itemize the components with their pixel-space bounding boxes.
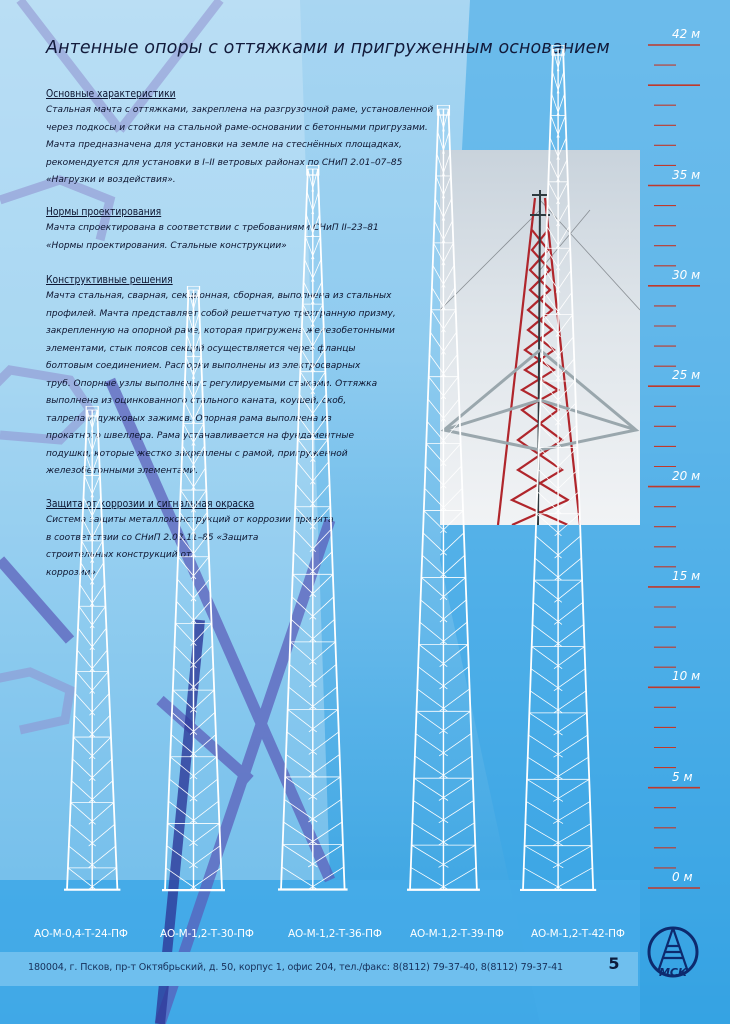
section-heading: Конструктивные решения bbox=[46, 275, 173, 286]
section-text: Мачта спроектирована в соответствии с требованиями СНиП II–23–81 «Нормы проектирования. Стальные конструкции» bbox=[46, 223, 379, 251]
tower-model-label: АО-М-0,4-Т-24-ПФ bbox=[34, 928, 128, 940]
scale-label: 20 м bbox=[672, 468, 701, 483]
page-number: 5 bbox=[608, 954, 620, 973]
scale-label: 15 м bbox=[672, 568, 701, 583]
scale-label: 30 м bbox=[672, 267, 701, 282]
scale-label: 10 м bbox=[672, 669, 701, 684]
section-text: Мачта стальная, сварная, секционная, сборная, выполнена из стальных профилей. Мачта представляет собой решетчатую трехгранную призму, закрепленную на опорной раме, которая пригружена железобетонными элементами, стык поясов секций осуществляется через фланцы болтовым соединением. Распорки выполнены из электросварных труб. Опорные узлы выполнены с регулируемыми стыками. Оттяжка выполнена из оцинкованного стального каната, коушей, скоб, талрепа и дужковых зажимов. Опорная рама выполнена из прокатного швеллера. Рама устанавливается на фундаментные подушки, которые жестко закреплены с рамой, пригруженной железобетонными элементами. bbox=[46, 291, 396, 476]
tower-model-label: АО-М-1,2-Т-30-ПФ bbox=[160, 928, 254, 940]
section-heading: Защита от коррозии и сигнальная окраска bbox=[46, 499, 255, 510]
scale-label: 0 м bbox=[672, 870, 693, 884]
logo-text: МСК bbox=[658, 966, 687, 979]
tower-drawing bbox=[405, 105, 482, 894]
scale-label: 35 м bbox=[672, 167, 701, 182]
company-logo-icon bbox=[644, 922, 702, 990]
tower-model-label: АО-М-1,2-Т-39-ПФ bbox=[410, 928, 504, 940]
company-address: 180004, г. Псков, пр-т Октябрьский, д. 50, корпус 1, офис 204, тел./факс: 8(8112) 79-37-40, 8(8112) 79-37-41 bbox=[28, 962, 563, 973]
scale-label: 25 м bbox=[672, 368, 701, 383]
section-heading: Нормы проектирования bbox=[46, 207, 162, 218]
tower-drawing bbox=[62, 406, 122, 894]
tower-drawing bbox=[518, 45, 598, 894]
scale-label: 5 м bbox=[672, 769, 693, 784]
tower-model-label: АО-М-1,2-Т-36-ПФ bbox=[288, 928, 382, 940]
tower-drawing bbox=[160, 286, 227, 894]
page-title: Антенные опоры с оттяжками и пригруженным основанием bbox=[46, 38, 610, 58]
section-text: Система защиты металлоконструкций от коррозии принята в соответствии со СНиП 2.03.11–85 «Защита строительных конструкций от коррозии» bbox=[46, 515, 334, 578]
section-heading: Основные характеристики bbox=[46, 89, 176, 100]
tower-drawing bbox=[276, 165, 350, 894]
section-text: Стальная мачта с оттяжками, закреплена на разгрузочной раме, установленной через подкосы и стойки на стальной раме-основании с бетонными пригрузами. Мачта предназначена для установки на земле на стеснённых площадках, рекомендуется для установки в I–II ветровых районах по СНиП 2.01–07–85 «Нагрузки и воздействия». bbox=[46, 105, 434, 185]
scale-label: 42 м bbox=[672, 27, 701, 41]
height-scale bbox=[640, 27, 730, 910]
tower-model-label: АО-М-1,2-Т-42-ПФ bbox=[531, 928, 625, 940]
